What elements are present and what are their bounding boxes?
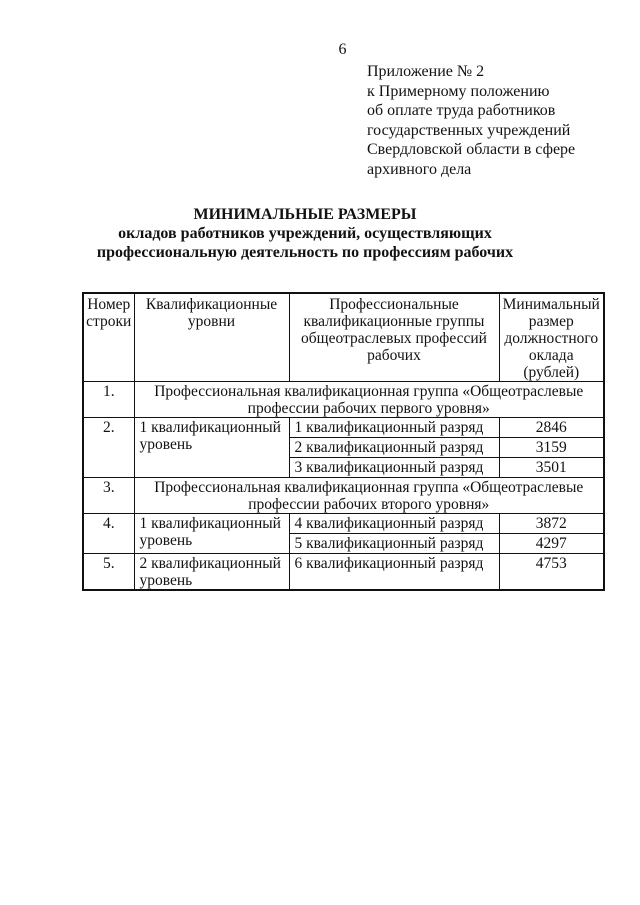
appendix-block <box>367 62 575 179</box>
level-cell: 1 квалификационный уровень <box>134 418 289 478</box>
table-row <box>83 554 604 591</box>
table-row <box>83 514 604 534</box>
row-number-cell: 5. <box>83 554 134 591</box>
grade-cell: 3 квалификационный разряд <box>289 458 499 478</box>
group-label-cell: Профессиональная квалификационная группа «Общеотраслевые профессии рабочих первого уровня» <box>134 382 604 418</box>
title-line: МИНИМАЛЬНЫЕ РАЗМЕРЫ <box>193 206 417 223</box>
table-row-group-2 <box>83 478 604 514</box>
row-number-cell: 3. <box>83 478 134 514</box>
row-number-cell: 2. <box>83 418 134 478</box>
appendix-line: государственных учреждений <box>367 121 571 139</box>
salary-cell: 3872 <box>499 514 604 534</box>
table-row-group-1 <box>83 382 604 418</box>
appendix-line: Приложение № 2 <box>367 63 485 80</box>
salary-cell: 2846 <box>499 418 604 438</box>
col-header-row-number: Номер строки <box>83 293 134 382</box>
grade-cell: 2 квалификационный разряд <box>289 438 499 458</box>
document-title <box>85 205 525 262</box>
grade-cell: 6 квалификационный разряд <box>289 554 499 591</box>
appendix-line: к Примерному положению <box>367 82 550 100</box>
col-header-professional-groups: Профессиональные квалификационные группы общеотраслевых профессий рабочих <box>289 293 499 382</box>
col-header-qualification-levels: Квалификационные уровни <box>134 293 289 382</box>
salary-cell: 3501 <box>499 458 604 478</box>
salaries-table <box>82 292 605 591</box>
appendix-line: Свердловской области в сфере <box>367 141 576 158</box>
row-number-cell: 1. <box>83 382 134 418</box>
page-number: 6 <box>338 41 347 58</box>
grade-cell: 4 квалификационный разряд <box>289 514 499 534</box>
appendix-line: об оплате труда работников <box>367 102 556 119</box>
appendix-line: архивного дела <box>367 160 472 178</box>
level-cell: 2 квалификационный уровень <box>134 554 289 591</box>
table-row <box>83 418 604 438</box>
title-line: окладов работников учреждений, осуществляющих <box>118 225 492 242</box>
level-cell: 1 квалификационный уровень <box>134 514 289 554</box>
grade-cell: 5 квалификационный разряд <box>289 534 499 554</box>
col-header-minimum-salary: Минимальный размер должностного оклада (рублей) <box>499 293 604 382</box>
salary-cell: 4297 <box>499 534 604 554</box>
table-header-row <box>83 293 604 382</box>
row-number-cell: 4. <box>83 514 134 554</box>
grade-cell: 1 квалификационный разряд <box>289 418 499 438</box>
salary-cell: 3159 <box>499 438 604 458</box>
salary-cell: 4753 <box>499 554 604 591</box>
title-line: профессиональную деятельность по профессиям рабочих <box>96 244 514 261</box>
group-label-cell: Профессиональная квалификационная группа «Общеотраслевые профессии рабочих второго уровня» <box>134 478 604 514</box>
